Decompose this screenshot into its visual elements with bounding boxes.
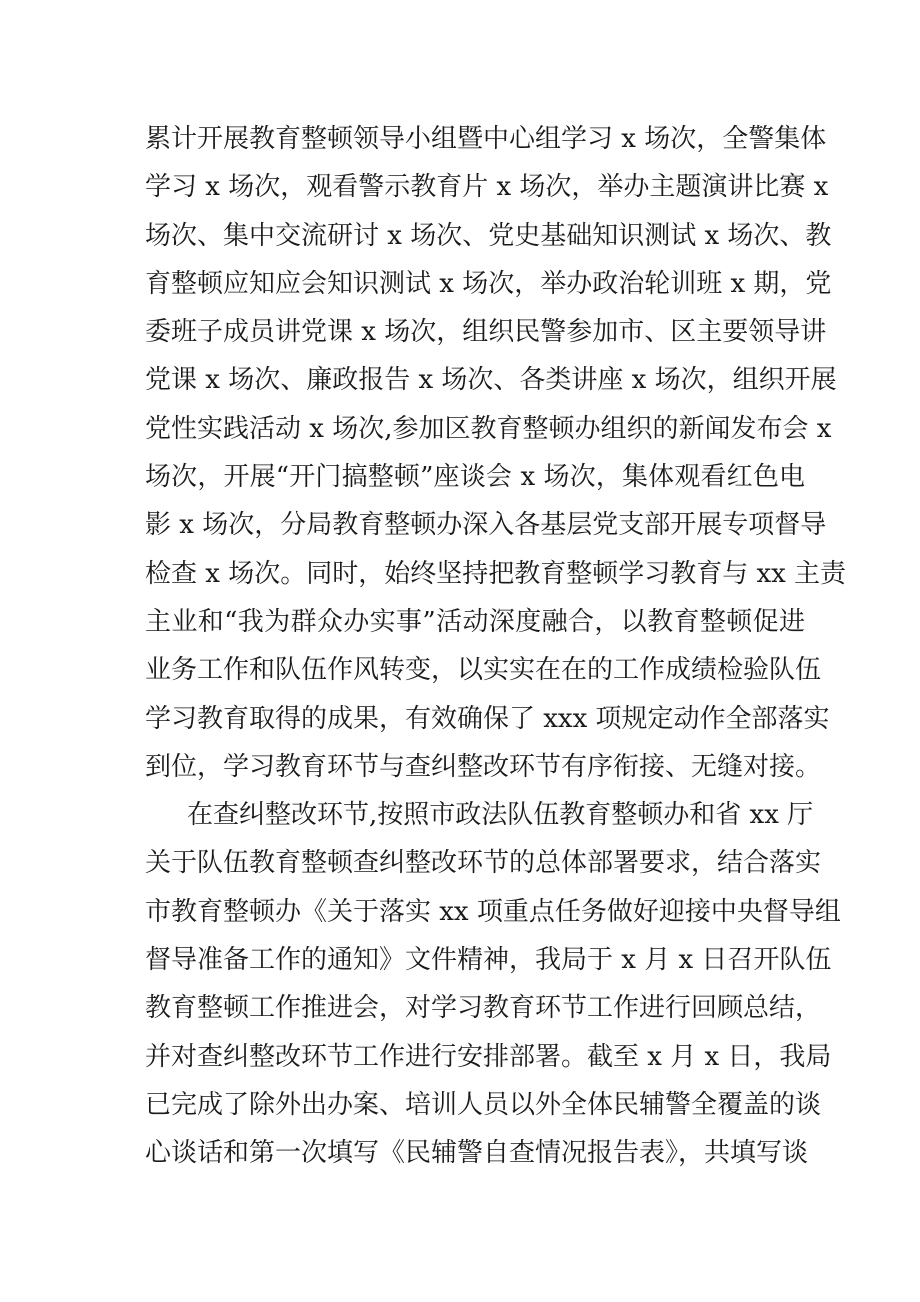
document-body <box>145 115 847 1178</box>
text-line-16: 关于队伍教育整顿查纠整改环节的总体部署要求，结合落实 <box>145 848 822 879</box>
text-line-14: 到位，学习教育环节与查纠整改环节有序衔接、无缝对接。 <box>145 751 822 782</box>
text-line-11: 主业和“我为群众办实事”活动深度融合，以教育整顿促进 <box>145 606 805 637</box>
text-line-1: 累计开展教育整顿领导小组暨中心组学习 x 场次，全警集体 <box>145 124 827 154</box>
text-line-15: 在查纠整改环节,按照市政法队伍教育整顿办和省 xx 厅 <box>187 800 814 831</box>
text-line-7: 党性实践活动 x 场次,参加区教育整顿办组织的新闻发布会 x <box>145 413 832 444</box>
text-line-18: 督导准备工作的通知》文件精神，我局于 x 月 x 日召开队伍 <box>145 945 832 976</box>
text-line-22: 心谈话和第一次填写《民辅警自查情况报告表》，共填写谈 <box>145 1138 809 1169</box>
text-line-13: 学习教育取得的成果，有效确保了 xxx 项规定动作全部落实 <box>145 703 830 734</box>
text-line-10: 检查 x 场次。同时，始终坚持把教育整顿学习教育与 xx 主责 <box>145 558 847 589</box>
text-line-3: 场次、集中交流研讨 x 场次、党史基础知识测试 x 场次、教 <box>145 220 832 251</box>
text-line-21: 已完成了除外出办案、培训人员以外全体民辅警全覆盖的谈 <box>145 1089 822 1120</box>
text-line-19: 教育整顿工作推进会，对学习教育环节工作进行回顾总结， <box>145 993 822 1024</box>
text-line-20: 并对查纠整改环节工作进行安排部署。截至 x 月 x 日，我局 <box>145 1041 832 1072</box>
text-line-4: 育整顿应知应会知识测试 x 场次，举办政治轮训班 x 期，党 <box>145 268 832 299</box>
text-line-9: 影 x 场次，分局教育整顿办深入各基层党支部开展专项督导 <box>145 510 827 541</box>
text-line-8: 场次，开展“开门搞整顿”座谈会 x 场次，集体观看红色电 <box>145 462 805 493</box>
text-line-12: 业务工作和队伍作风转变，以实实在在的工作成绩检验队伍 <box>145 655 822 686</box>
text-line-5: 委班子成员讲党课 x 场次，组织民警参加市、区主要领导讲 <box>145 317 827 348</box>
text-line-17: 市教育整顿办《关于落实 xx 项重点任务做好迎接中央督导组 <box>145 896 841 927</box>
text-line-2: 学习 x 场次，观看警示教育片 x 场次，举办主题演讲比赛 x <box>145 172 829 203</box>
text-line-6: 党课 x 场次、廉政报告 x 场次、各类讲座 x 场次，组织开展 <box>145 365 837 396</box>
